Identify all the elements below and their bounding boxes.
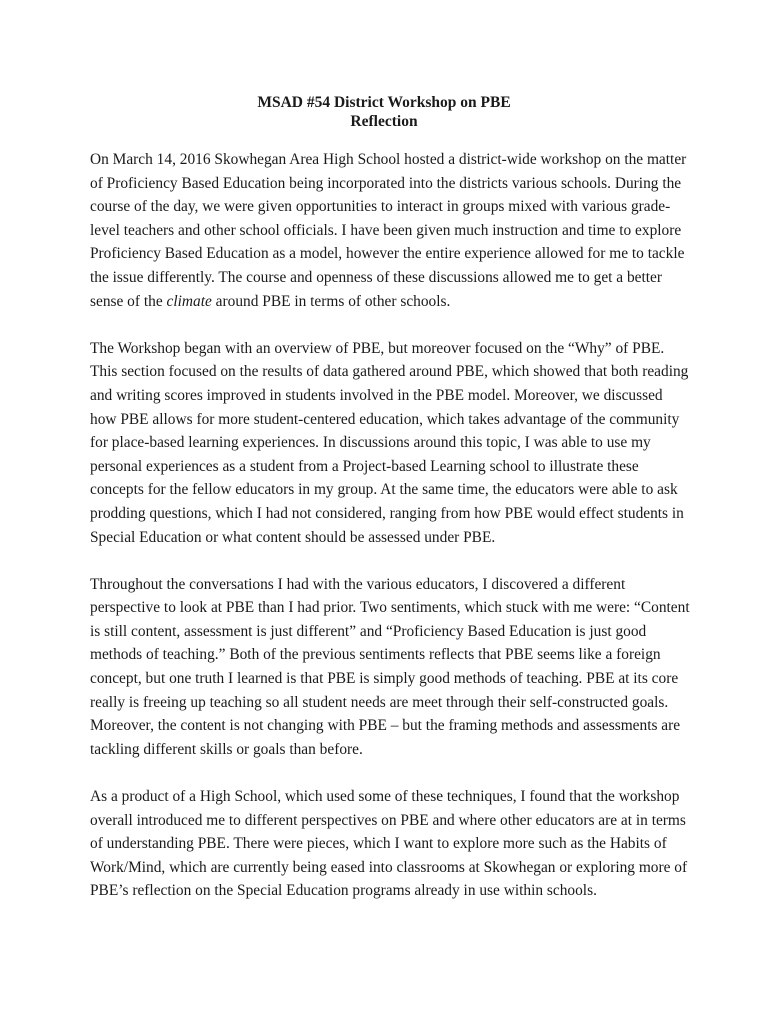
paragraph-line: overall introduced me to different perspectives on PBE and where other educators are at in terms xyxy=(90,811,686,829)
paragraph-line: Proficiency Based Education as a model, however the entire experience allowed for me to tackle xyxy=(90,245,685,263)
paragraph-line: Throughout the conversations I had with the various educators, I discovered a different xyxy=(90,575,626,593)
paragraph-line: for place-based learning experiences. In discussions around this topic, I was able to use my xyxy=(90,434,651,452)
document-subtitle: Reflection xyxy=(350,113,418,130)
paragraph-line: prodding questions, which I had not considered, ranging from how PBE would effect students in xyxy=(90,504,684,522)
paragraph-3 xyxy=(90,573,690,762)
paragraph-line: of understanding PBE. There were pieces, which I want to explore more such as the Habits of xyxy=(90,835,667,853)
paragraph-line: Work/Mind, which are currently being eased into classrooms at Skowhegan or exploring more of xyxy=(90,858,688,876)
paragraph-line: course of the day, we were given opportunities to interact in groups mixed with various grade- xyxy=(90,198,671,216)
paragraph-line: and writing scores improved in students involved in the PBE model. Moreover, we discussed xyxy=(90,386,663,404)
paragraph-line: level teachers and other school officials. I have been given much instruction and time to explore xyxy=(90,221,682,239)
paragraph-line: PBE’s reflection on the Special Education programs already in use within schools. xyxy=(90,882,597,900)
title-block xyxy=(0,93,768,131)
text-segment: around PBE in terms of other schools. xyxy=(211,292,451,310)
paragraph-line: concept, but one truth I learned is that PBE is simply good methods of teaching. PBE at its core xyxy=(90,670,679,688)
paragraph-1 xyxy=(90,148,690,313)
document-title: MSAD #54 District Workshop on PBE xyxy=(257,94,511,111)
paragraph-line: The Workshop began with an overview of PBE, but moreover focused on the “Why” of PBE. xyxy=(90,339,665,357)
paragraph-4 xyxy=(90,785,690,903)
text-segment: sense of the xyxy=(90,292,167,310)
paragraph-line: Moreover, the content is not changing with PBE – but the framing methods and assessments are xyxy=(90,717,681,735)
paragraph-line-with-italic xyxy=(90,290,690,314)
paragraph-line: of Proficiency Based Education being incorporated into the districts various schools. During the xyxy=(90,174,682,192)
paragraph-line: As a product of a High School, which used some of these techniques, I found that the workshop xyxy=(90,788,680,806)
paragraph-line: is still content, assessment is just different” and “Proficiency Based Education is just good xyxy=(90,622,647,640)
paragraph-line: Special Education or what content should be assessed under PBE. xyxy=(90,528,496,546)
document-body xyxy=(90,148,690,927)
italic-word: climate xyxy=(166,292,212,310)
paragraph-line: tackling different skills or goals than before. xyxy=(90,740,363,758)
paragraph-line: how PBE allows for more student-centered education, which takes advantage of the community xyxy=(90,410,680,428)
paragraph-line: the issue differently. The course and openness of these discussions allowed me to get a better xyxy=(90,268,663,286)
paragraph-line: This section focused on the results of data gathered around PBE, which showed that both reading xyxy=(90,363,689,381)
paragraph-line: methods of teaching.” Both of the previous sentiments reflects that PBE seems like a foreign xyxy=(90,646,661,664)
paragraph-line: perspective to look at PBE than I had prior. Two sentiments, which stuck with me were: “Content xyxy=(90,599,690,617)
paragraph-line: On March 14, 2016 Skowhegan Area High School hosted a district-wide workshop on the matter xyxy=(90,151,687,168)
paragraph-line: concepts for the fellow educators in my group. At the same time, the educators were able to ask xyxy=(90,481,678,499)
paragraph-2 xyxy=(90,337,690,549)
paragraph-line: really is freeing up teaching so all student needs are meet through their self-constructed goals. xyxy=(90,693,669,711)
paragraph-line: personal experiences as a student from a Project-based Learning school to illustrate these xyxy=(90,457,639,475)
